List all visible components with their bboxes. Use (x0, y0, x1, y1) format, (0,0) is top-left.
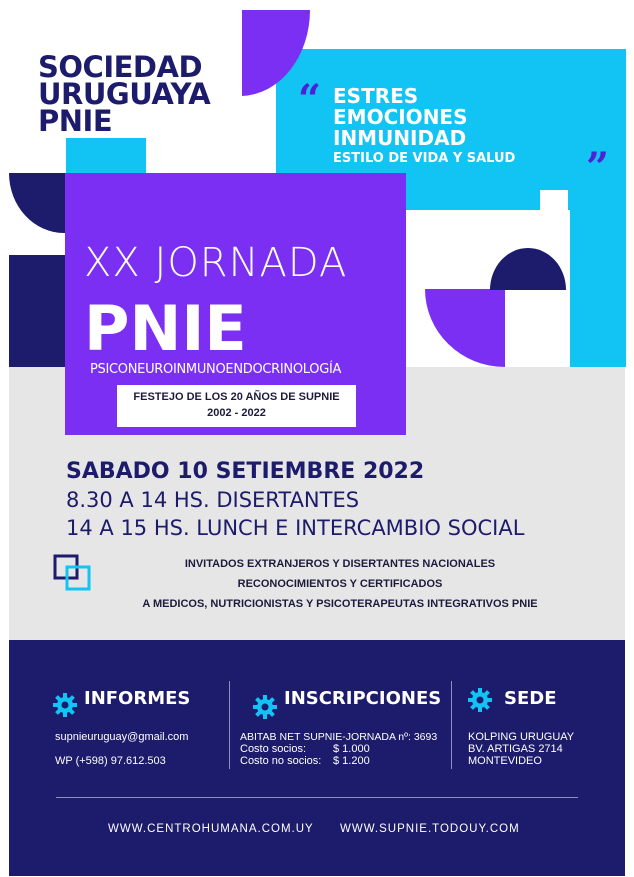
details-line-1: INVITADOS EXTRANJEROS Y DISERTANTES NACIONALES (184, 558, 496, 570)
column-divider-2 (451, 681, 452, 769)
gear-icon (252, 694, 278, 720)
footer-link-supnie[interactable]: WWW.SUPNIE.TODOUY.COM (340, 823, 520, 835)
sede-heading: SEDE (504, 688, 557, 709)
schedule-line-1: 8.30 A 14 HS. DISERTANTES (66, 488, 360, 512)
navy-half-circle-right (490, 240, 566, 290)
event-details (60, 554, 620, 614)
gear-icon (467, 687, 493, 713)
footer-link-centrohumana[interactable]: WWW.CENTROHUMANA.COM.UY (108, 823, 314, 835)
details-line-2: RECONOCIMIENTOS Y CERTIFICADOS (237, 578, 443, 590)
event-date: SABADO 10 SETIEMBRE 2022 (66, 459, 425, 484)
org-title-line-1: SOCIEDAD (38, 50, 203, 84)
sede-line-2: BV. ARTIGAS 2714 (468, 743, 563, 755)
anniversary-line-1: FESTEJO DE LOS 20 AÑOS DE SUPNIE (133, 391, 340, 403)
organization-title (38, 50, 211, 138)
quote-line-1: ESTRES (333, 84, 419, 108)
quote-line-2: EMOCIONES (333, 105, 468, 129)
org-title-line-3: PNIE (38, 104, 113, 138)
event-name: PNIE (84, 292, 247, 365)
informes-email[interactable]: supnieuruguay@gmail.com (55, 731, 189, 743)
column-divider-1 (229, 681, 230, 769)
sede-line-1: KOLPING URUGUAY (468, 731, 575, 743)
purple-quarter-right (425, 289, 505, 367)
anniversary-box (117, 385, 356, 427)
inscripciones-heading: INSCRIPCIONES (284, 688, 442, 709)
quote-line-4: ESTILO DE VIDA Y SALUD (333, 151, 516, 166)
event-title: XX JORNADA (84, 240, 348, 286)
details-line-3: A MEDICOS, NUTRICIONISTAS Y PSICOTERAPEUTAS INTEGRATIVOS PNIE (142, 598, 538, 610)
inscripciones-cost-members-label: Costo socios: (240, 743, 307, 755)
schedule-line-2: 14 A 15 HS. LUNCH E INTERCAMBIO SOCIAL (66, 516, 525, 540)
quote-open-mark: “ (298, 76, 322, 123)
gear-icon (52, 692, 78, 718)
quote-line-3: INMUNIDAD (333, 126, 467, 150)
schedule-block (66, 458, 524, 542)
inscripciones-cost-nonmembers-label: Costo no socios: (240, 755, 322, 767)
anniversary-line-2: 2002 - 2022 (207, 407, 266, 419)
footer-divider (56, 797, 578, 798)
quote-close-mark: ” (586, 144, 610, 191)
inscripciones-code: ABITAB NET SUPNIE-JORNADA nº: 3693 (240, 731, 438, 743)
informes-heading: INFORMES (84, 688, 191, 709)
org-title-line-2: URUGUAYA (38, 77, 211, 111)
inscripciones-cost-members-value: $ 1.000 (333, 743, 370, 755)
navy-left-block (9, 255, 65, 367)
event-subtitle: PSICONEUROINMUNOENDOCRINOLOGÍA (90, 362, 342, 377)
inscripciones-cost-nonmembers-value: $ 1.200 (333, 755, 370, 767)
informes-phone: WP (+598) 97.612.503 (55, 755, 166, 767)
sede-line-3: MONTEVIDEO (468, 755, 542, 767)
